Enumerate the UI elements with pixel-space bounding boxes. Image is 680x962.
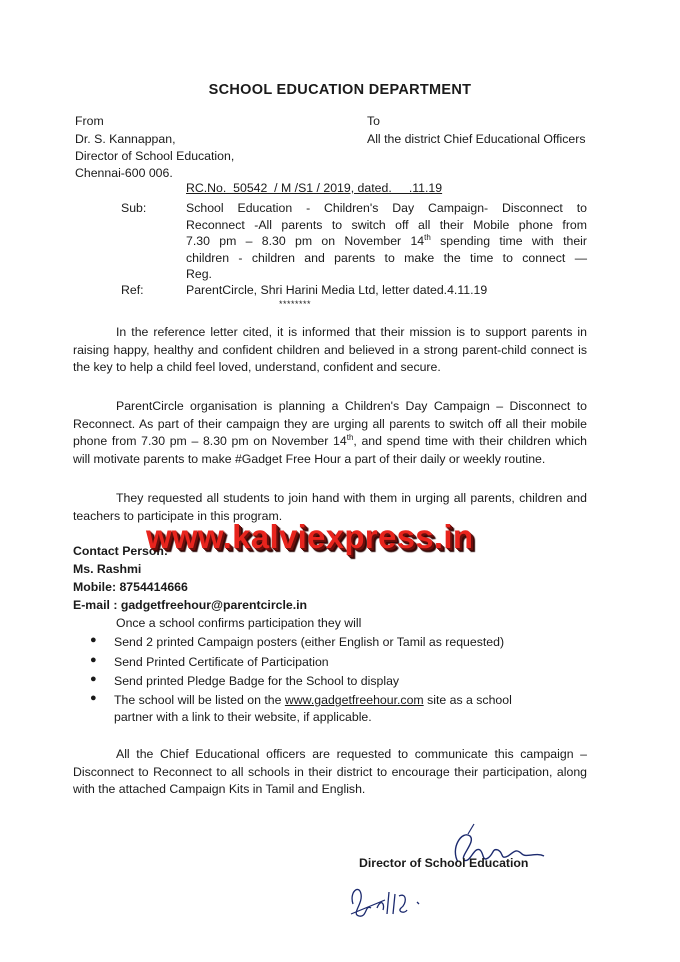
participation-item-3: Send printed Pledge Badge for the School to display [114,674,400,688]
subject-text [186,200,587,283]
participation-item-1: Send 2 printed Campaign posters (either English or Tamil as requested) [114,635,505,649]
from-label: From [75,114,104,128]
bullet-icon: ● [90,692,97,704]
from-designation: Director of School Education, [75,149,235,163]
body-paragraph-3: They requested all students to join hand with them in urging all parents, children and teachers to participate in this program. [73,491,587,523]
bullet-icon: ● [90,634,97,646]
to-recipient: All the district Chief Educational Officers [367,132,586,146]
subject-line-4: children - children and parents to make the time to connect — [186,250,587,265]
subject-line-3 [186,233,587,250]
ref-label: Ref: [121,283,144,297]
contact-heading: Contact Person: [73,544,168,558]
site-watermark: www.kalviexpress.in [146,518,474,555]
bullet-icon: ● [90,673,97,685]
contact-email: E-mail : gadgetfreehour@parentcircle.in [73,598,308,612]
participation-item-4-text: The school will be listed on the [114,693,285,707]
participation-item-2: Send Printed Certificate of Participation [114,655,329,669]
participation-item-4-continued: partner with a link to their website, if applicable. [114,710,372,724]
contact-name: Ms. Rashmi [73,562,142,576]
body-paragraph-2-text: ParentCircle organisation is planning a Children's Day Campaign – Disconnect to Reconnect. As part of their campaign they are urging all parents to switch off all their mobile phone from 7.30 pm – 8.30 pm on November 14 [73,399,587,448]
to-label: To [367,114,380,128]
body-paragraph-2 [73,398,587,468]
closing-paragraph: All the Chief Educational officers are requested to communicate this campaign –Disconnect to Reconnect to all schools in their district to encourage their participation, along with the attached Campaign Kits in Tamil and English. [73,747,587,796]
website-link[interactable]: www.gadgetfreehour.com [284,693,424,707]
body-paragraph-1: In the reference letter cited, it is informed that their mission is to support parents in raising happy, healthy and confident children and believed in a strong parent-child connect is the key to help a child feel loved, understand, confident and secure. [73,325,587,374]
participation-item-4 [114,693,512,708]
page-title: SCHOOL EDUCATION DEPARTMENT [208,82,472,98]
subject-superscript: th [424,232,431,242]
contact-mobile: Mobile: 8754414666 [73,580,188,594]
from-city: Chennai-600 006. [75,166,173,180]
ref-text: ParentCircle, Shri Harini Media Ltd, letter dated.4.11.19 [186,283,488,297]
subject-line-1: School Education - Children's Day Campaign- Disconnect to [186,201,587,215]
participation-intro: Once a school confirms participation they will [116,616,362,630]
subject-line-5: Reg. [186,267,212,281]
from-name: Dr. S. Kannappan, [75,132,176,146]
subject-line-3-rest: spending time with their [430,234,587,248]
initials-icon [345,874,440,924]
ref-separator: ******** [279,299,312,309]
subject-label: Sub: [121,201,147,215]
signature-designation: Director of School Education [359,856,529,870]
body-superscript: th [346,432,354,442]
participation-item-4-rest: site as a school [423,693,512,707]
body-paragraph-2-rest: , and spend time with their children which will motivate parents to make #Gadget Free Hour a part of their daily or weekly routine. [73,434,587,466]
subject-line-2: Reconnect -All parents to switch off all their Mobile phone from [186,217,587,232]
bullet-icon: ● [90,654,97,666]
reference-number: RC.No. 50542 / M /S1 / 2019, dated. .11.19 [186,181,443,195]
subject-line-3-text: 7.30 pm – 8.30 pm on November 14 [186,234,425,248]
